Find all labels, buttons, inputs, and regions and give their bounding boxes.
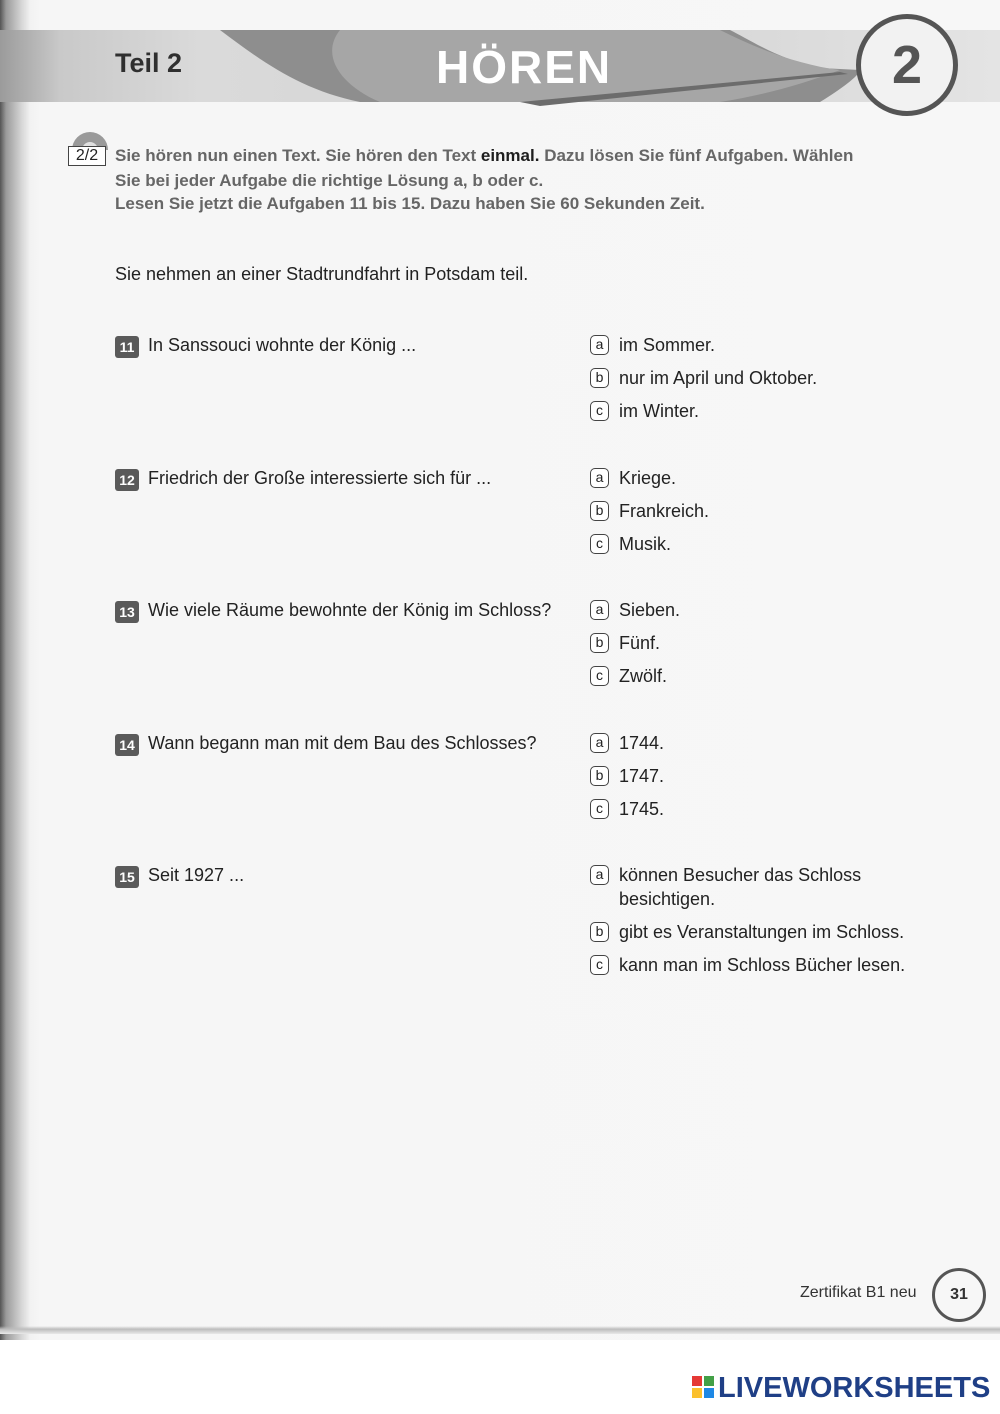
option-c-text: Zwölf.: [619, 666, 668, 686]
option-a-checkbox[interactable]: a: [590, 865, 609, 885]
page-number: 31: [932, 1268, 986, 1322]
option-a-checkbox[interactable]: a: [590, 468, 609, 488]
instruction-line-2: Sie bei jeder Aufgabe die richtige Lösung a, b oder c.: [115, 171, 544, 190]
liveworksheets-logo-icon: [692, 1376, 714, 1398]
option-a-text: Sieben.: [619, 600, 681, 620]
option-b-checkbox[interactable]: b: [590, 501, 609, 521]
option-b-checkbox[interactable]: b: [590, 922, 609, 942]
option-a-text: können Besucher das Schloss: [619, 865, 862, 885]
option-a-text: im Sommer.: [619, 335, 716, 355]
liveworksheets-logo-text[interactable]: LIVEWORKSHEETS: [718, 1372, 991, 1404]
question-text: Friedrich der Große interessierte sich für ...: [148, 468, 492, 488]
option-b-text: gibt es Veranstaltungen im Schloss.: [619, 922, 905, 942]
option-b-text: 1747.: [619, 766, 665, 786]
option-b-checkbox[interactable]: b: [590, 368, 609, 388]
option-a-text-continued: besichtigen.: [619, 889, 716, 909]
option-a-text: Kriege.: [619, 468, 677, 488]
option-c-checkbox[interactable]: c: [590, 799, 609, 819]
option-b-checkbox[interactable]: b: [590, 633, 609, 653]
option-c-text: Musik.: [619, 534, 672, 554]
question-text: Wie viele Räume bewohnte der König im Schloss?: [148, 600, 552, 620]
option-a-checkbox[interactable]: a: [590, 733, 609, 753]
option-c-text: im Winter.: [619, 401, 700, 421]
audio-track-number: 2/2: [68, 146, 106, 166]
part-number-badge: 2: [856, 14, 958, 116]
option-b-checkbox[interactable]: b: [590, 766, 609, 786]
option-b-text: Fünf.: [619, 633, 661, 653]
page-title: HÖREN: [436, 41, 613, 93]
question-number-badge: 13: [115, 601, 139, 623]
section-label: Teil 2: [115, 48, 183, 78]
situation-intro: Sie nehmen an einer Stadtrundfahrt in Potsdam teil.: [115, 264, 529, 284]
book-spine-shadow: [0, 0, 30, 1340]
option-a-text: 1744.: [619, 733, 665, 753]
instruction-line-3: Lesen Sie jetzt die Aufgaben 11 bis 15. Dazu haben Sie 60 Sekunden Zeit.: [115, 194, 705, 213]
instruction-line-1: [115, 146, 945, 166]
question-text: Wann begann man mit dem Bau des Schlosses?: [148, 733, 537, 753]
option-b-text: Frankreich.: [619, 501, 710, 521]
option-c-text: 1745.: [619, 799, 665, 819]
question-number-badge: 11: [115, 336, 139, 358]
option-a-checkbox[interactable]: a: [590, 335, 609, 355]
page-bottom-edge: [0, 1326, 1000, 1334]
instruction-text: Sie hören nun einen Text. Sie hören den Text: [115, 146, 481, 165]
option-c-checkbox[interactable]: c: [590, 666, 609, 686]
option-c-text: kann man im Schloss Bücher lesen.: [619, 955, 906, 975]
option-b-text: nur im April und Oktober.: [619, 368, 818, 388]
book-title-footer: Zertifikat B1 neu: [800, 1284, 917, 1301]
instruction-text: Dazu lösen Sie fünf Aufgaben. Wählen: [539, 146, 854, 165]
option-c-checkbox[interactable]: c: [590, 534, 609, 554]
instruction-emphasis: einmal.: [480, 146, 540, 165]
option-c-checkbox[interactable]: c: [590, 955, 609, 975]
question-number-badge: 12: [115, 469, 139, 491]
question-text: Seit 1927 ...: [148, 865, 245, 885]
question-number-badge: 14: [115, 734, 139, 756]
option-a-checkbox[interactable]: a: [590, 600, 609, 620]
option-c-checkbox[interactable]: c: [590, 401, 609, 421]
question-number-badge: 15: [115, 866, 139, 888]
question-text: In Sanssouci wohnte der König ...: [148, 335, 417, 355]
